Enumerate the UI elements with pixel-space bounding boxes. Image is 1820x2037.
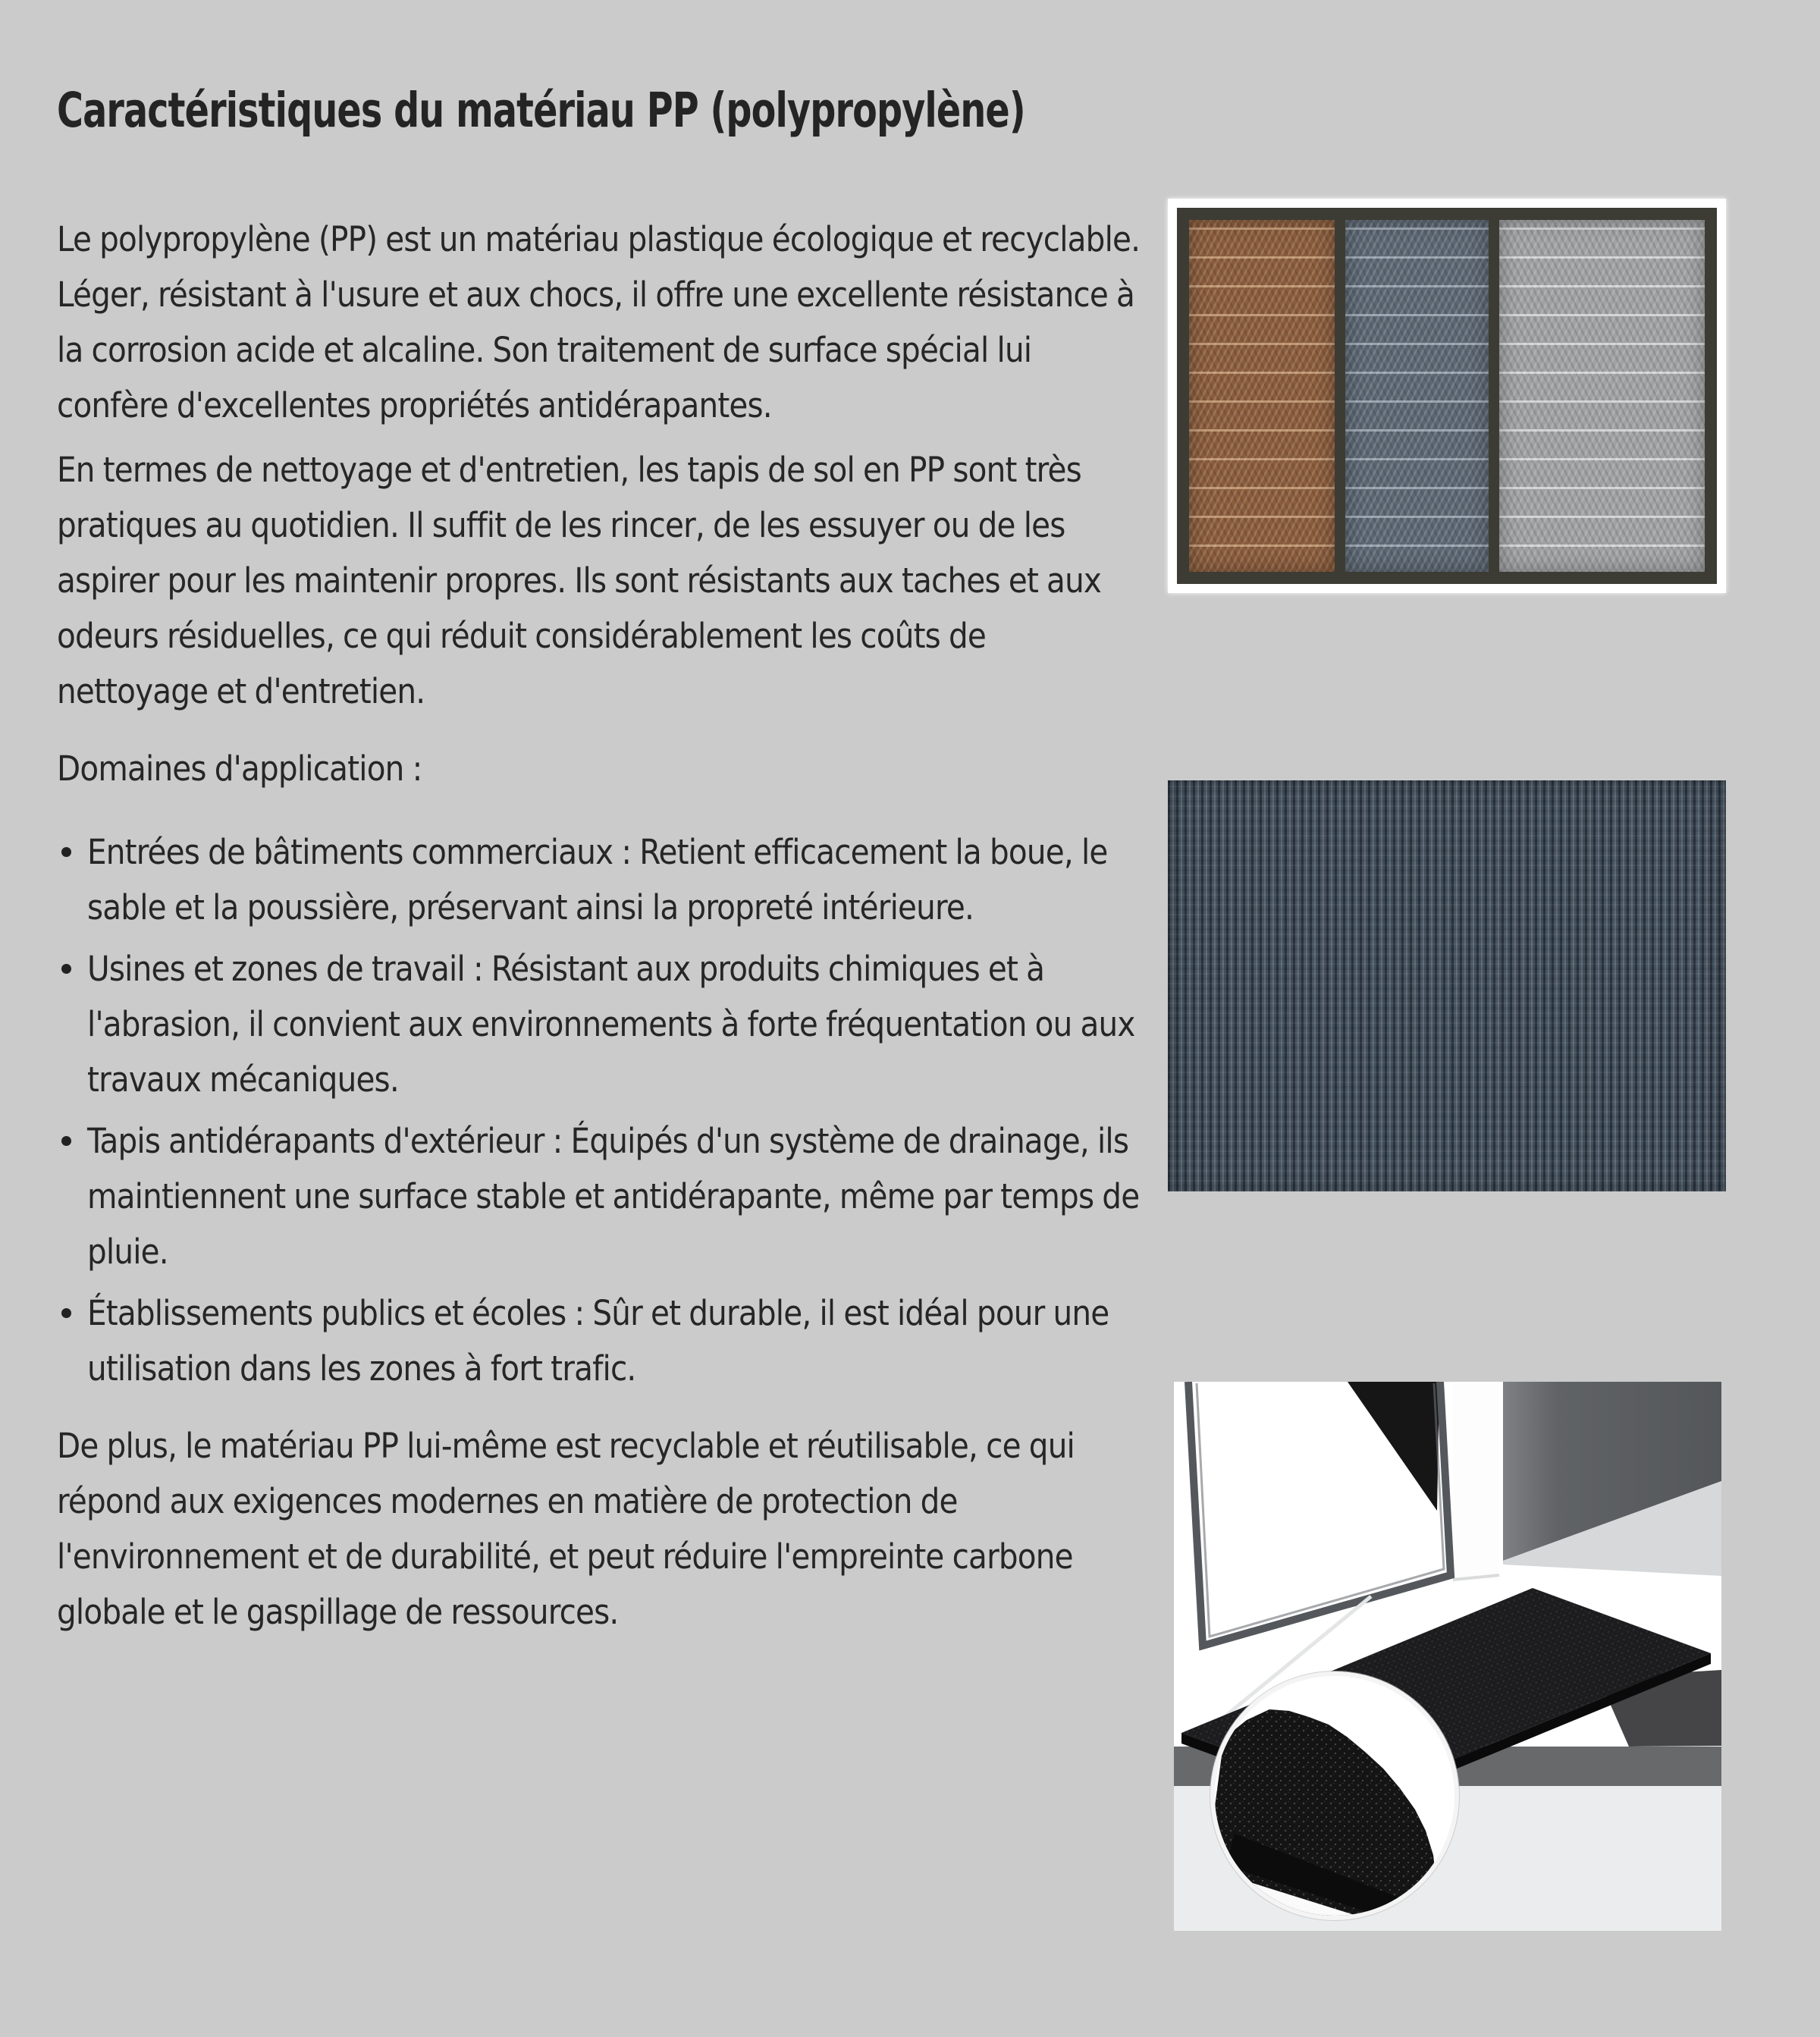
doormat-entrance-scene-image: [1174, 1382, 1721, 1931]
page-title: [57, 85, 1141, 137]
blue-gray-mat-swatch: [1345, 220, 1488, 572]
application-item-factories: Usines et zones de travail : Résistant aux produits chimiques et à l'abrasion, il convient aux environnements à forte fréquentation ou aux travaux mécaniques.: [87, 941, 1141, 1107]
applications-list: [57, 824, 1141, 1396]
light-gray-mat-swatch: [1499, 220, 1705, 572]
doormat-scene-canvas: [1174, 1382, 1721, 1931]
application-item-commercial: Entrées de bâtiments commerciaux : Retient efficacement la boue, le sable et la poussière, préservant ainsi la propreté intérieure.: [87, 824, 1141, 935]
application-item-outdoor: Tapis antidérapants d'extérieur : Équipés d'un système de drainage, ils maintiennent une surface stable et antidérapante, même par temps de pluie.: [87, 1113, 1141, 1279]
mats-frame: [1177, 208, 1717, 584]
brown-mat-swatch: [1189, 220, 1335, 572]
mat-color-swatches-image: [1168, 199, 1726, 593]
application-item-public: Établissements publics et écoles : Sûr et durable, il est idéal pour une utilisation dans les zones à fort trafic.: [87, 1285, 1141, 1396]
intro-paragraph: Le polypropylène (PP) est un matériau plastique écologique et recyclable. Léger, résistant à l'usure et aux chocs, il offre une excellente résistance à la corrosion acide et alcaline. Son traitement de surface spécial lui confère d'excellentes propriétés antidérapantes.: [57, 219, 1141, 425]
ribbed-carpet-texture-image: [1168, 780, 1726, 1191]
article: [57, 0, 1141, 1640]
applications-heading: Domaines d'application :: [57, 749, 422, 789]
page-title-text: Caractéristiques du matériau PP (polypropylène): [57, 83, 1025, 138]
closing-paragraph: De plus, le matériau PP lui-même est recyclable et réutilisable, ce qui répond aux exigences modernes en matière de protection de l'environnement et de durabilité, et peut réduire l'empreinte carbone globale et le gaspillage de ressources.: [57, 1426, 1075, 1632]
door-jamb-column: [1453, 1382, 1499, 1580]
maintenance-paragraph: En termes de nettoyage et d'entretien, les tapis de sol en PP sont très pratiques au quotidien. Il suffit de les rincer, de les essuyer ou de les aspirer pour les maintenir propres. Ils sont résistants aux taches et aux odeurs résiduelles, ce qui réduit considérablement les coûts de nettoyage et d'entretien.: [57, 450, 1102, 711]
